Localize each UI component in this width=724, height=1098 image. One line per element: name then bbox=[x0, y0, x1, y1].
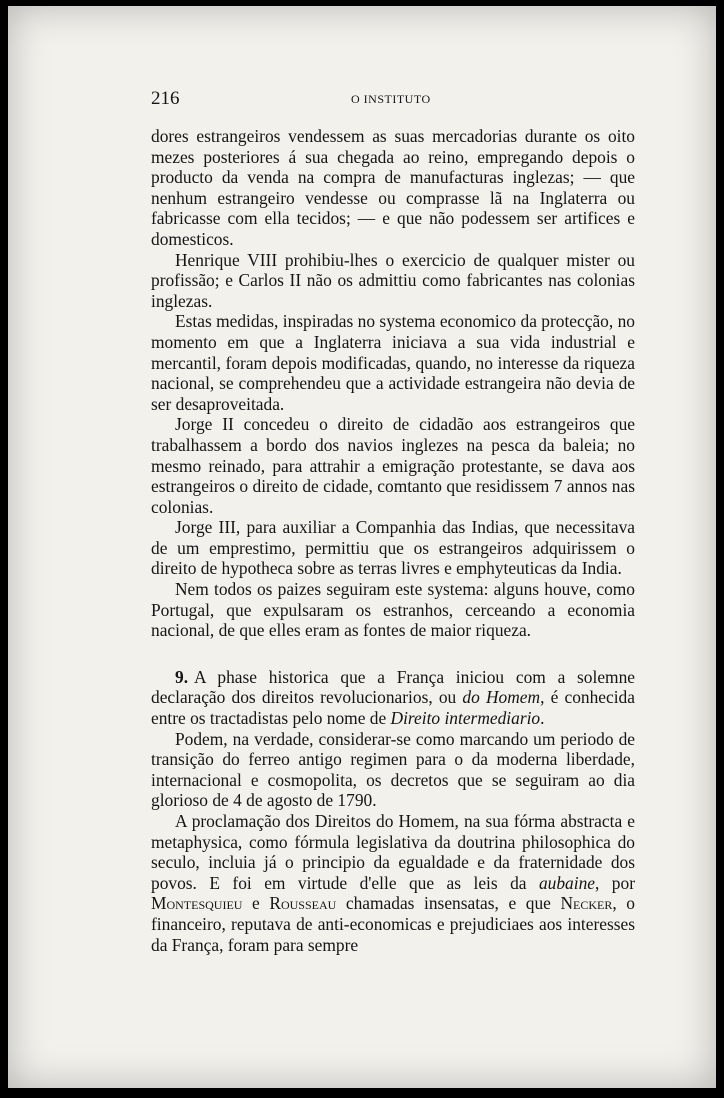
proclamacao-text-a: A proclamação dos Direitos do Homem, na sua fórma abstracta e metaphysica, como fórmula legislativa da doutrina philosophica do seculo, incluia já o principio da egualdade e da fraternidade dos povos. E foi em virtude d'elle que as leis da bbox=[151, 811, 635, 893]
section-italic-direito: Direito intermediario bbox=[390, 708, 541, 729]
page-number: 216 bbox=[151, 88, 180, 109]
author-necker: Necker bbox=[560, 893, 613, 914]
section-number: 9. bbox=[175, 666, 189, 687]
proclamacao-text-b: , por bbox=[595, 872, 635, 893]
proclamacao-text-c: e bbox=[242, 893, 270, 914]
paragraph-henrique: Henrique VIII prohibiu-lhes o exercicio de qualquer mister ou profissão; e Carlos II não os admittiu como fabricantes nas colonias inglezas. bbox=[151, 249, 635, 311]
paragraph-continuation: dores estrangeiros vendessem as suas mercadorias durante os oito mezes posteriores á sua chegada ao reino, empregando depois o producto da venda na compra de manufacturas inglezas; — que nenhum estrangeiro vendesse ou comprasse lã na Inglaterra ou fabricasse com ella tecidos; — e que não podessem ser artifices e domesticos. bbox=[151, 126, 635, 249]
author-montesquieu: Montesquieu bbox=[151, 893, 243, 914]
section-italic-homem: do Homem bbox=[462, 687, 541, 708]
proclamacao-text-d: chamadas insensatas, e que bbox=[336, 893, 561, 914]
paragraph-portugal: Nem todos os paizes seguiram este systema: alguns houve, como Portugal, que expulsaram os estranhos, cerceando a economia nacional, de que elles eram as fontes de maior riqueza. bbox=[151, 579, 635, 641]
body-text bbox=[151, 126, 635, 955]
paragraph-periodo: Podem, na verdade, considerar-se como marcando um periodo de transição do ferreo antigo regimen para o da moderna liberdade, internacional e cosmopolita, os decretos que se seguiram ao dia glorioso de 4 de agosto de 1790. bbox=[151, 728, 635, 811]
paragraph-jorge-iii: Jorge III, para auxiliar a Companhia das Indias, que necessitava de um emprestimo, permittiu que os estrangeiros adquirissem o direito de hypotheca sobre as terras livres e emphyteuticas da India. bbox=[151, 517, 635, 579]
page-header bbox=[151, 88, 631, 112]
running-head: O INSTITUTO bbox=[351, 92, 431, 106]
section-text-b: , é conhecida entre os tractadistas pelo nome de bbox=[151, 687, 635, 729]
paragraph-proclamacao bbox=[151, 811, 635, 955]
author-rousseau: Rousseau bbox=[269, 893, 337, 914]
section-text-c: . bbox=[540, 708, 545, 729]
book-page bbox=[8, 6, 716, 1088]
italic-aubaine: aubaine bbox=[538, 872, 595, 893]
section-text-a: A phase historica que a França iniciou com a solemne declaração dos direitos revolucionarios, ou bbox=[151, 666, 635, 708]
paragraph-jorge-ii: Jorge II concedeu o direito de cidadão aos estrangeiros que trabalhassem a bordo dos navios inglezes na pesca da baleia; no mesmo reinado, para attrahir a emigração protestante, se dava aos estrangeiros o direito de cidade, comtanto que residissem 7 annos nas colonias. bbox=[151, 414, 635, 517]
section-9-opening bbox=[151, 667, 635, 729]
paragraph-medidas: Estas medidas, inspiradas no systema economico da protecção, no momento em que a Inglaterra iniciava a sua vida industrial e mercantil, foram depois modificadas, quando, no interesse da riqueza nacional, se comprehendeu que a actividade estrangeira não devia de ser desaproveitada. bbox=[151, 311, 635, 414]
proclamacao-text-e: , o financeiro, reputava de anti-economicas e prejudiciaes aos interesses da França, foram para sempre bbox=[151, 893, 635, 955]
